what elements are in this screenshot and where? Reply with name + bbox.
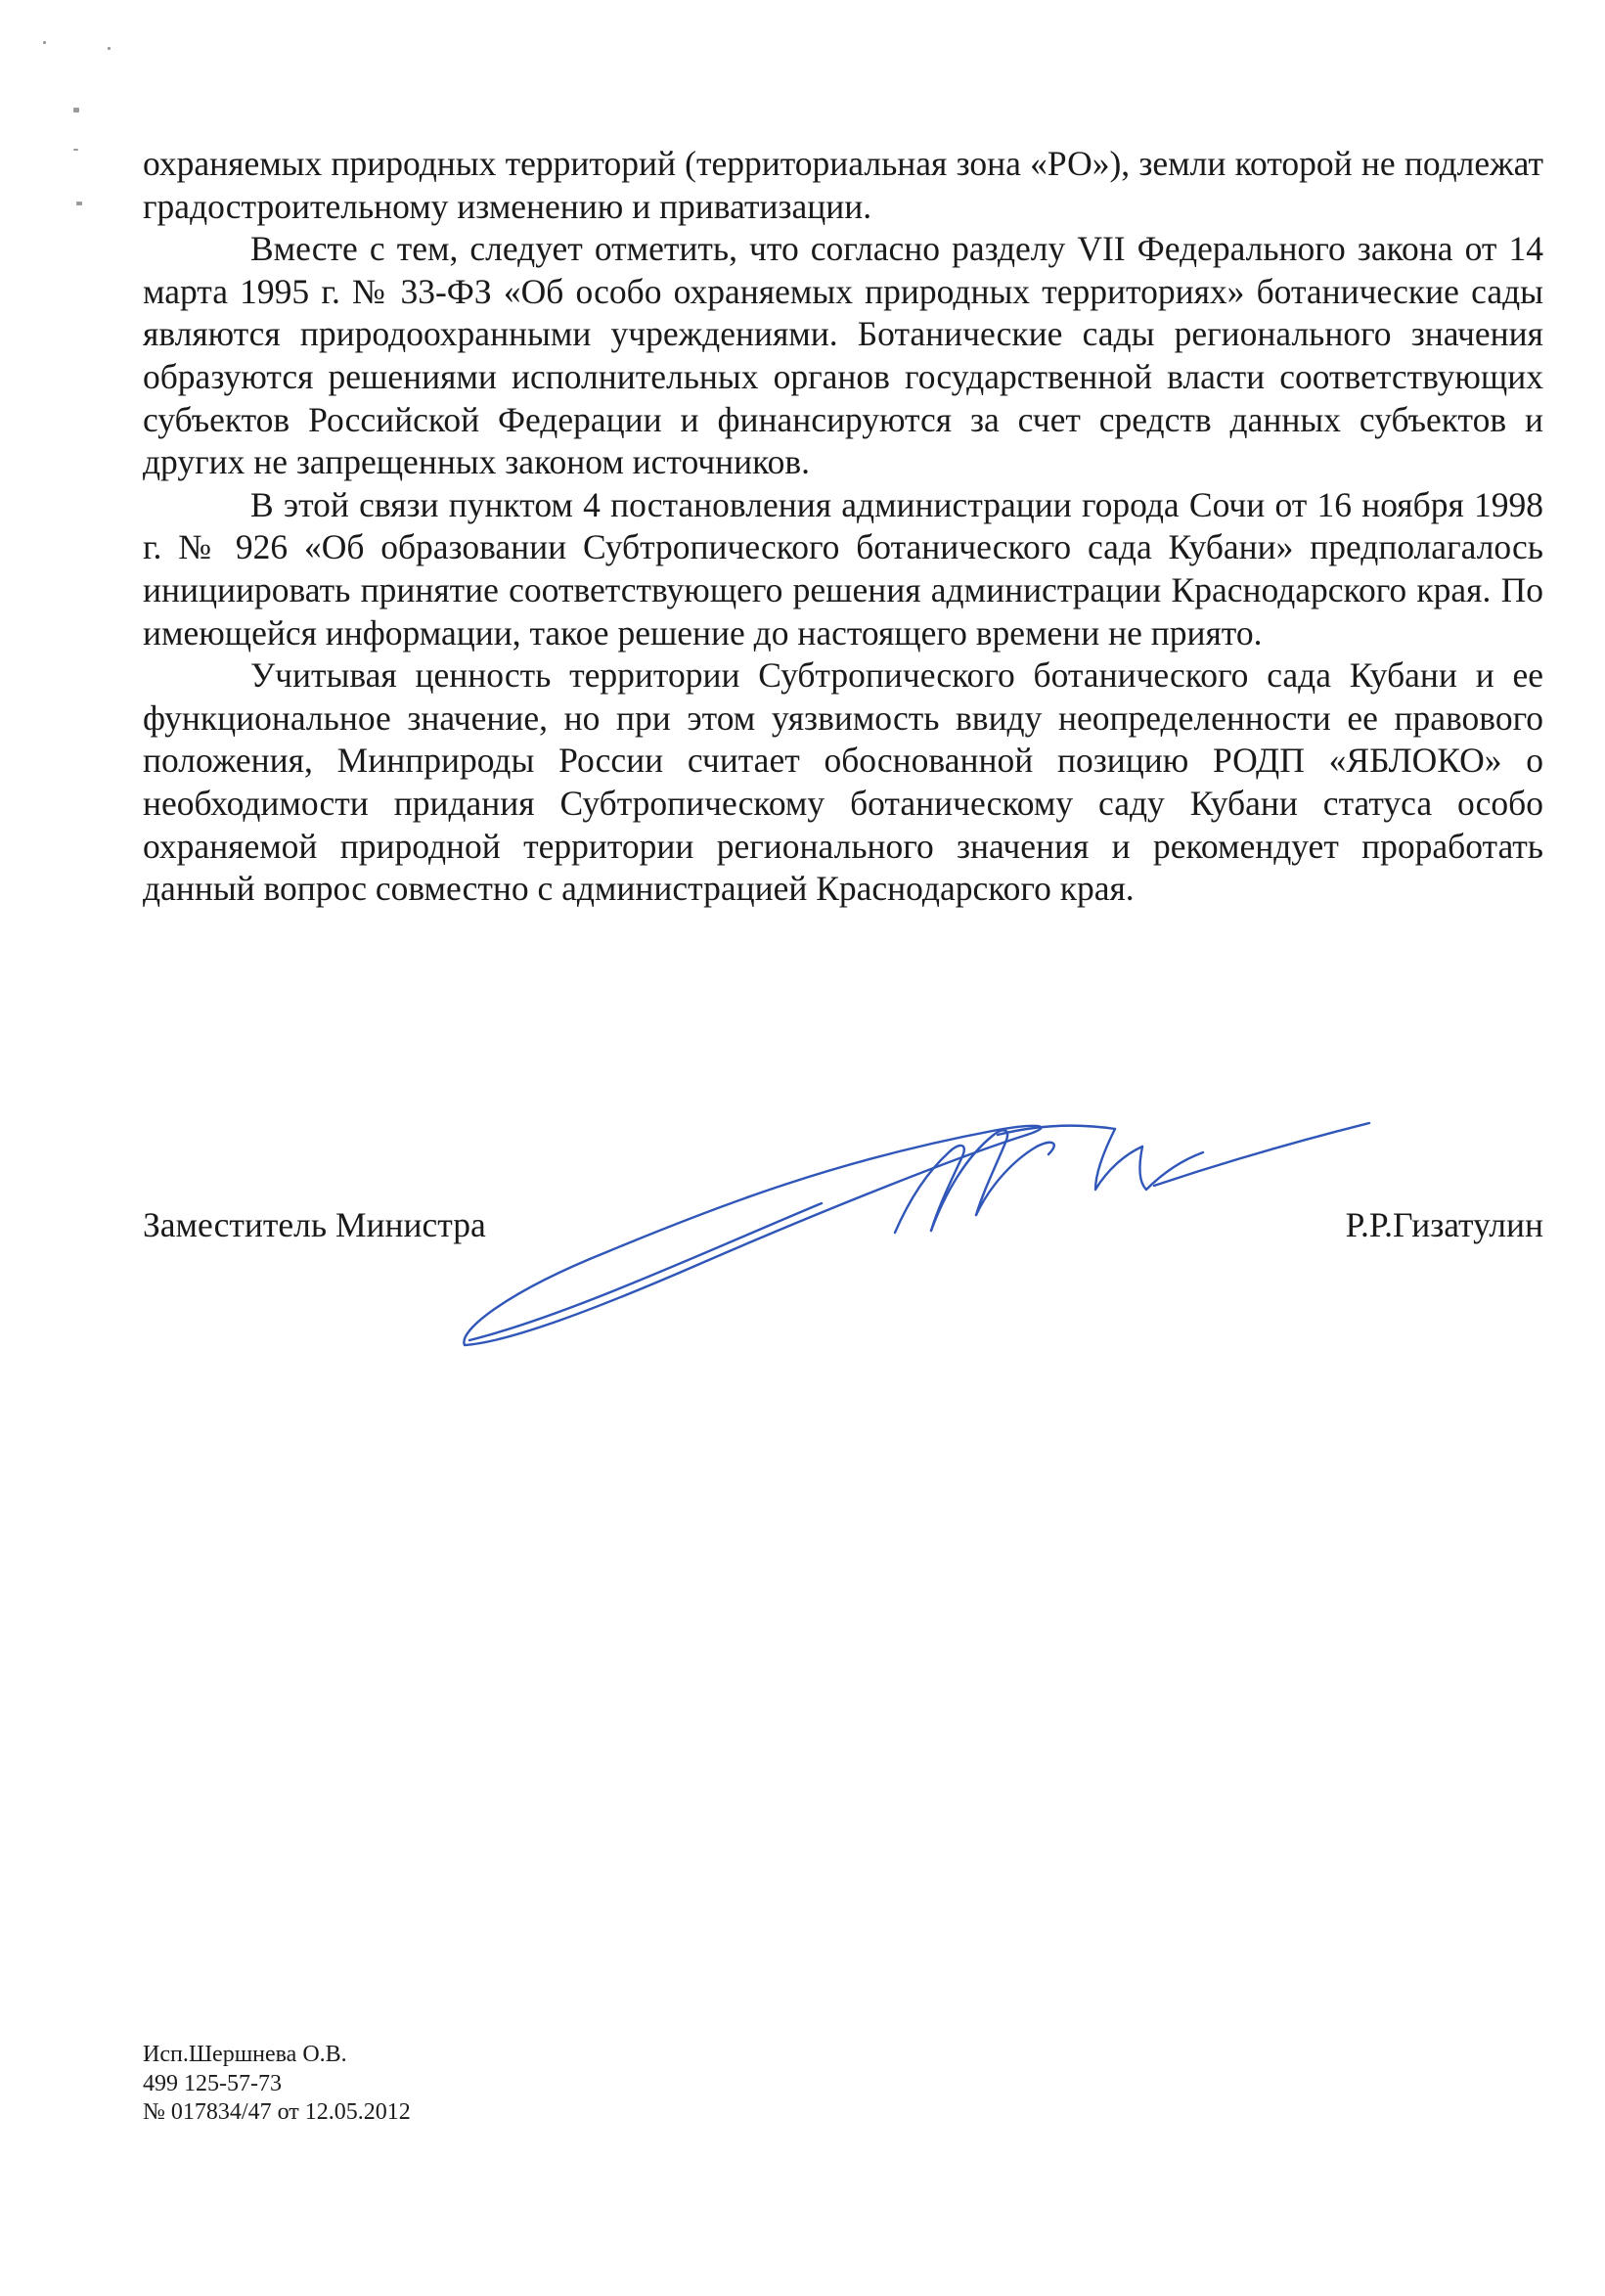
scan-dot: [43, 41, 46, 44]
executor-footer: [143, 2041, 411, 2128]
scan-dot: [76, 202, 82, 205]
paragraph-conclusion: Учитывая ценность территории Субтропического ботанического сада Кубани и ее функциональное значение, но при этом уязвимость ввиду неопределенности ее правового положения, Минприроды России считает обоснованной позицию РОДП «ЯБЛОКО» о необходимости придания Субтропическому ботаническому саду Кубани статуса особо охраняемой природной территории регионального значения и рекомендует проработать данный вопрос совместно с администрацией Краснодарского края.: [143, 655, 1543, 909]
scan-dot: [73, 108, 79, 113]
paragraph-federal-law: Вместе с тем, следует отметить, что согласно разделу VII Федерального закона от 14 марта 1995 г. № 33-ФЗ «Об особо охраняемых природных территориях» ботанические сады являются природоохранными учреждениями. Ботанические сады регионального значения образуются решениями исполнительных органов государственной власти соответствующих субъектов Российской Федерации и финансируются за счет средств данных субъектов и других не запрещенных законом источников.: [143, 229, 1543, 482]
document-reference: № 017834/47 от 12.05.2012: [143, 2099, 411, 2125]
executor-name: Исп.Шершнева О.В.: [143, 2042, 347, 2067]
scan-dot: [73, 149, 78, 151]
signatory-title: Заместитель Министра: [143, 1205, 486, 1244]
executor-phone: 499 125-57-73: [143, 2070, 282, 2096]
paragraph-sochi-resolution: В этой связи пунктом 4 постановления администрации города Сочи от 16 ноября 1998 г. № 926 «Об образовании Субтропического ботанического сада Кубани» предполагалось инициировать принятие соответствующего решения администрации Краснодарского края. По имеющейся информации, такое решение до настоящего времени не приято.: [143, 484, 1543, 653]
signatory-name: Р.Р.Гизатулин: [1345, 1205, 1543, 1244]
paragraph-continued: охраняемых природных территорий (территориальная зона «РО»), земли которой не подлежат градостроительному изменению и приватизации.: [143, 144, 1543, 226]
scan-dot: [108, 47, 111, 50]
letter-body: [143, 143, 1543, 911]
handwritten-signature: [450, 1096, 1379, 1360]
